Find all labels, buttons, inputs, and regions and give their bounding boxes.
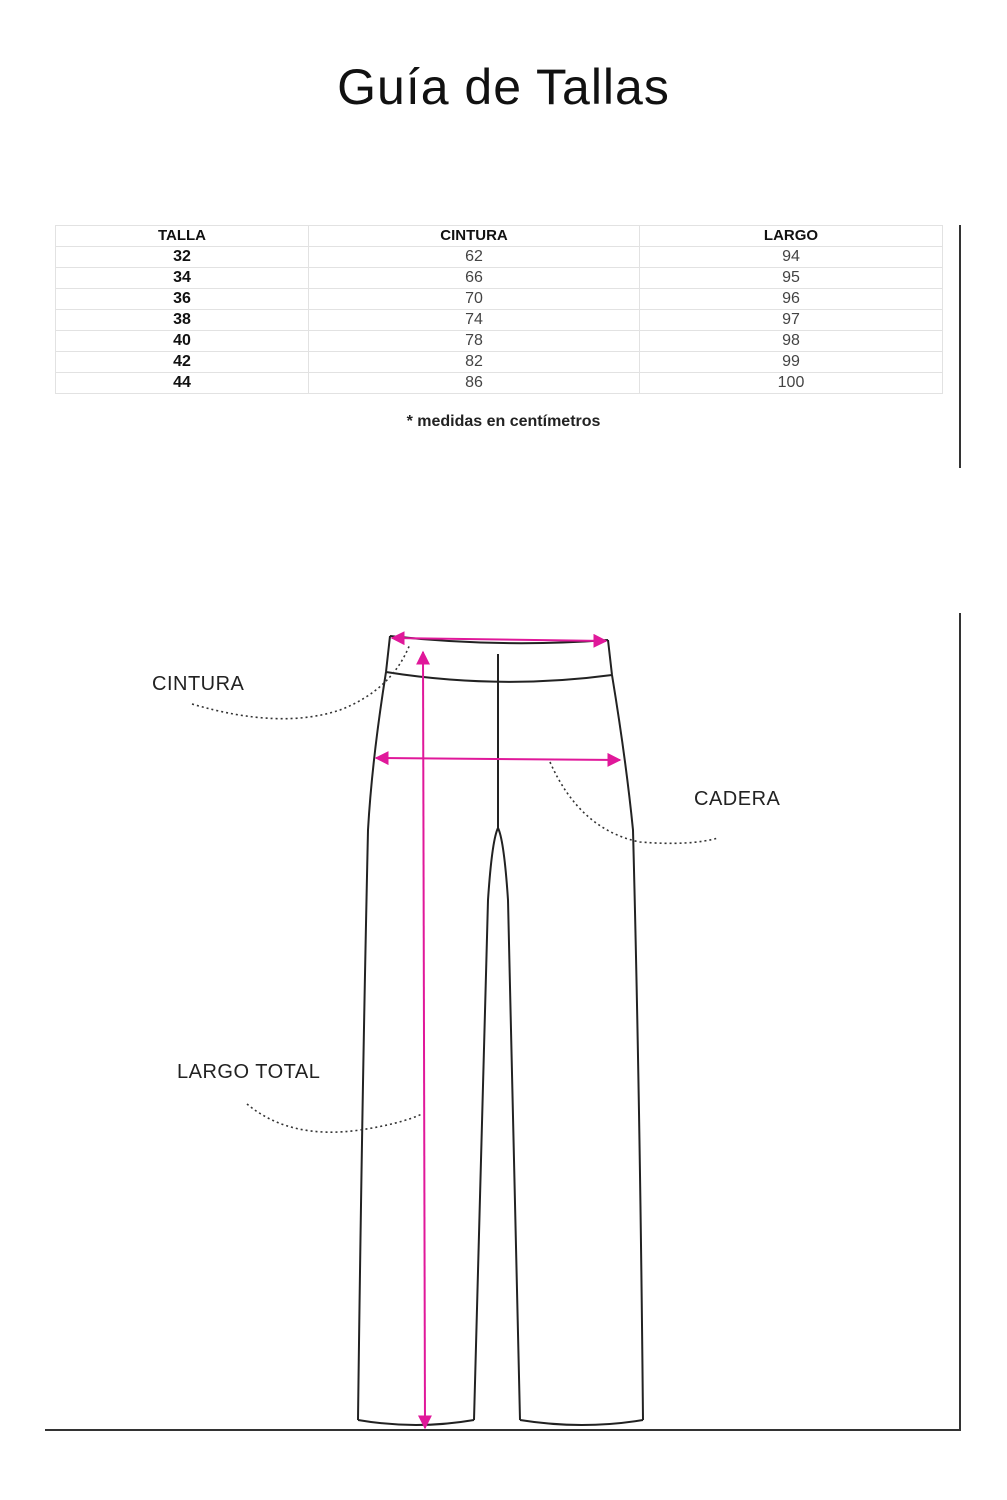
length-measure-arrow: [423, 652, 425, 1428]
cell-largo: 94: [640, 247, 943, 268]
pants-inner-leg-right: [498, 828, 520, 1420]
cell-cintura: 62: [309, 247, 640, 268]
cell-talla: 34: [56, 268, 309, 289]
cell-talla: 44: [56, 373, 309, 394]
cell-largo: 100: [640, 373, 943, 394]
largo-total-label: LARGO TOTAL: [177, 1061, 321, 1083]
cell-cintura: 74: [309, 310, 640, 331]
pants-hem-left: [358, 1420, 474, 1425]
cell-largo: 95: [640, 268, 943, 289]
cell-cintura: 66: [309, 268, 640, 289]
cell-cintura: 86: [309, 373, 640, 394]
largo-total-leader: [247, 1104, 422, 1132]
cell-cintura: 78: [309, 331, 640, 352]
header-cintura: CINTURA: [309, 226, 640, 247]
header-largo: LARGO: [640, 226, 943, 247]
pants-right-side: [608, 640, 643, 1420]
header-talla: TALLA: [56, 226, 309, 247]
pants-hem-right: [520, 1420, 643, 1425]
pants-outline: [358, 636, 643, 1425]
cell-largo: 97: [640, 310, 943, 331]
pants-left-side: [358, 636, 390, 1420]
cintura-label: CINTURA: [152, 673, 245, 695]
cell-largo: 99: [640, 352, 943, 373]
units-note: * medidas en centímetros: [406, 413, 601, 430]
pants-inner-leg-left: [474, 828, 498, 1420]
cell-talla: 38: [56, 310, 309, 331]
cell-largo: 98: [640, 331, 943, 352]
cell-cintura: 82: [309, 352, 640, 373]
cell-largo: 96: [640, 289, 943, 310]
page-title: Guía de Tallas: [337, 59, 670, 115]
cell-talla: 32: [56, 247, 309, 268]
hip-measure-arrow: [376, 758, 620, 760]
cell-talla: 42: [56, 352, 309, 373]
cell-talla: 40: [56, 331, 309, 352]
cell-cintura: 70: [309, 289, 640, 310]
cell-talla: 36: [56, 289, 309, 310]
cadera-label: CADERA: [694, 788, 781, 810]
